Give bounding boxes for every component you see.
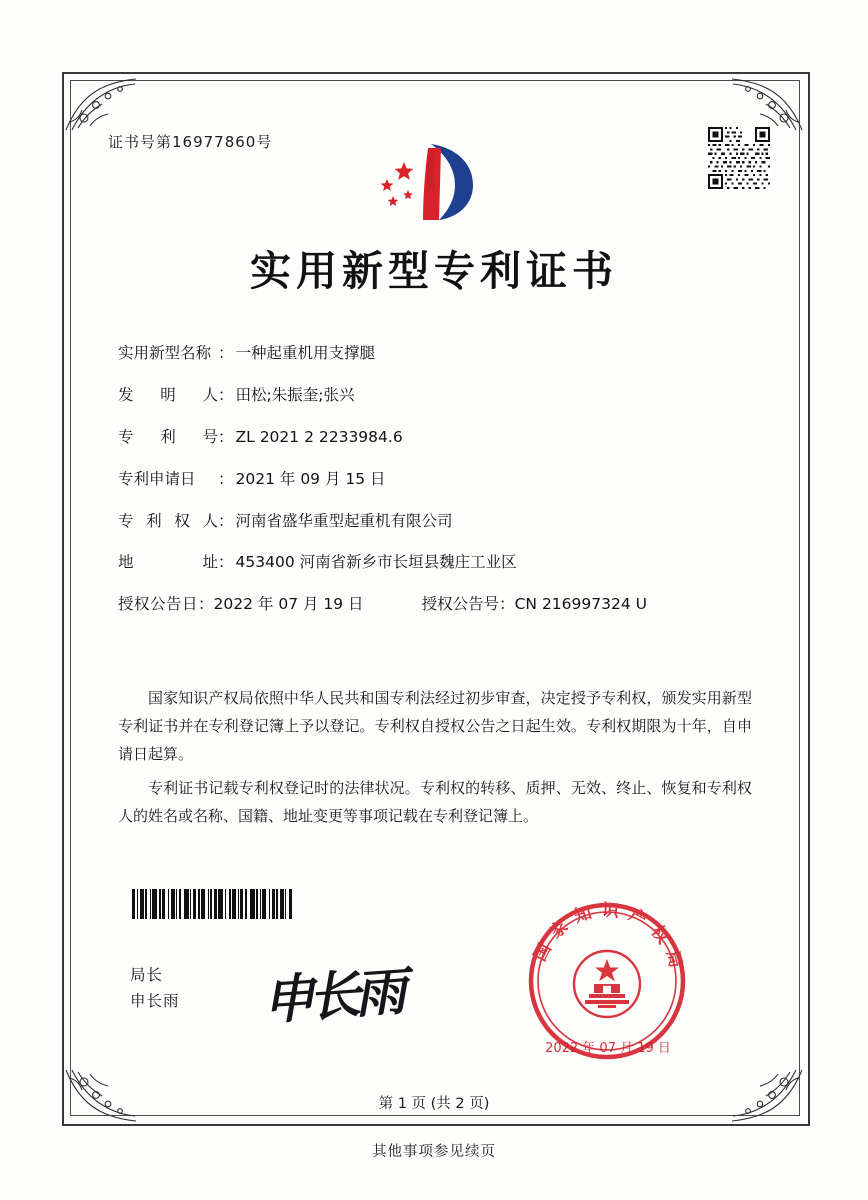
field-colon: ： [218,385,234,404]
field-label-address [118,553,218,572]
page-title: 实用新型专利证书 [250,247,618,295]
field-label-inventors [118,386,218,405]
field-label-application-date: 专利申请日 [118,469,196,488]
field-row-patent-number [118,428,758,447]
certificate-number: 证书号第16977860号 [108,133,273,151]
ornament-corner-top-left-icon [64,74,138,132]
field-row-inventors [118,386,758,405]
publication-date-group [118,595,364,614]
field-colon: ： [218,511,234,530]
label-char: 明 [160,385,176,404]
field-row-publication [118,595,758,614]
legal-text-block [118,684,752,836]
label-char: 地 [118,553,134,572]
cnipa-emblem-icon [373,138,495,224]
field-value-address: 453400 河南省新乡市长垣县魏庄工业区 [235,553,517,572]
field-value-patent-number: ZL 2021 2 2233984.6 [235,427,403,446]
label-char: 人 [202,511,218,530]
paragraph-1: 国家知识产权局依照中华人民共和国专利法经过初步审查，决定授予专利权，颁发实用新型专利证书并在专利登记簿上予以登记。专利权自授权公告之日起生效。专利权期限为十年，自申请日起算。 [118,689,752,763]
field-colon: ： [218,553,234,572]
field-label-patent-number [118,428,218,447]
publication-number-group [422,595,647,614]
label-char: 利 [160,427,176,446]
field-label-patentee [118,512,218,531]
seal-date: 2022 年 07 月 19 日 [545,1041,671,1056]
field-row-patentee [118,512,758,531]
signature-name: 申长雨 [130,992,180,1010]
field-row-application-date [118,470,758,489]
field-colon: ： [499,595,515,614]
field-colon: ： [218,427,234,446]
ornament-corner-top-right-icon [730,74,804,132]
field-label-publication-number: 授权公告号 [421,595,500,614]
signature-role: 局长 [130,966,164,984]
label-char: 利 [146,511,162,530]
label-char: 发 [118,385,134,404]
page-number: 第 1 页 (共 2 页) [378,1096,490,1112]
label-char: 人 [202,385,218,404]
footer-note: 其他事项参见续页 [372,1144,496,1160]
label-char: 专 [118,427,134,446]
field-colon: ： [198,595,214,614]
field-label-utility-model-name: 实用新型名称 [118,344,212,362]
paragraph-2: 专利证书记载专利权登记时的法律状况。专利权的转移、质押、无效、终止、恢复和专利权人的姓名或名称、国籍、地址变更等事项记载在专利登记簿上。 [118,779,752,825]
label-char: 专 [118,511,134,530]
field-value-application-date: 2021 年 09 月 15 日 [235,469,386,488]
field-value-patentee: 河南省盛华重型起重机有限公司 [235,511,453,530]
qr-code-icon [708,127,770,189]
field-row-address [118,553,758,572]
field-value-utility-model-name: 一种起重机用支撑腿 [235,344,376,362]
signature-block [130,962,180,1014]
label-char: 权 [174,511,190,530]
barcode-icon [132,889,362,919]
field-value-publication-date: 2022 年 07 月 19 日 [213,595,364,614]
svg-text:国家知识产权局: 国家知识产权局 [530,900,688,979]
field-colon: ： [218,344,234,362]
handwritten-signature: 申长雨 [260,961,403,1032]
label-char: 址 [202,553,218,572]
field-row-utility-model-name [118,344,758,363]
label-char: 号 [202,427,218,446]
field-colon: ： [218,469,234,488]
field-list [118,344,758,633]
field-value-publication-number: CN 216997324 U [514,595,647,614]
field-value-inventors: 田松;朱振奎;张兴 [235,385,355,404]
field-label-publication-date: 授权公告日 [118,595,199,614]
